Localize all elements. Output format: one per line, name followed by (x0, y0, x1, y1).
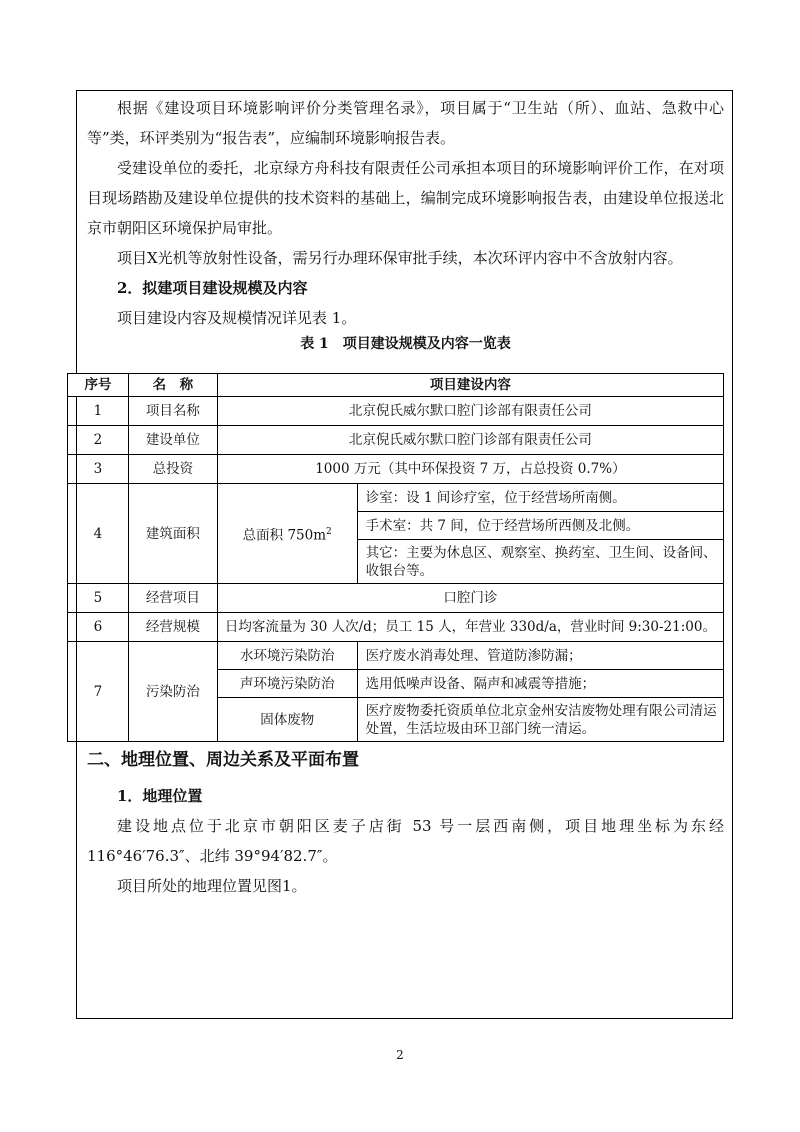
row-num: 5 (68, 584, 129, 613)
area-item: 诊室：设 1 间诊疗室，位于经营场所南侧。 (357, 484, 723, 512)
table-header-row (68, 374, 724, 397)
table-row (68, 426, 724, 455)
table-row (68, 455, 724, 484)
intro-paragraph-2: 受建设单位的委托，北京绿方舟科技有限责任公司承担本项目的环境影响评价工作，在对项目现场踏勘及建设单位提供的技术资料的基础上，编制完成环境影响报告表，由建设单位报送北京市朝阳区环境保护局审批。 (87, 159, 724, 237)
row-name: 建筑面积 (128, 484, 217, 584)
intro-paragraph-3: 项目X光机等放射性设备，需另行办理环保审批手续，本次环评内容中不含放射内容。 (117, 249, 683, 267)
row-content: 口腔门诊 (217, 584, 723, 613)
row-name: 经营规模 (128, 613, 217, 642)
row-content: 日均客流量为 30 人次/d；员工 15 人，年营业 330d/a，营业时间 9:30-21:00。 (217, 613, 723, 642)
intro-paragraph-1: 根据《建设项目环境影响评价分类管理名录》，项目属于“卫生站（所）、血站、急救中心等”类，环评类别为“报告表”，应编制环境影响报告表。 (87, 99, 724, 147)
pollution-type: 水环境污染防治 (217, 642, 357, 670)
row-name: 建设单位 (128, 426, 217, 455)
header-name: 名 称 (128, 374, 217, 397)
report-frame (76, 90, 733, 1019)
figure-reference: 项目所处的地理位置见图1。 (117, 877, 307, 895)
pollution-type: 固体废物 (217, 698, 357, 742)
row-name: 项目名称 (128, 397, 217, 426)
row-num: 4 (68, 484, 129, 584)
row-content: 1000 万元（其中环保投资 7 万，占总投资 0.7%） (217, 455, 723, 484)
table-row (68, 584, 724, 613)
row-name: 经营项目 (128, 584, 217, 613)
pollution-measure: 医疗废物委托资质单位北京金州安洁废物处理有限公司清运处置，生活垃圾由环卫部门统一清运。 (357, 698, 723, 742)
row-num: 3 (68, 455, 129, 484)
row-num: 7 (68, 642, 129, 742)
location-paragraph: 建设地点位于北京市朝阳区麦子店街 53 号一层西南侧，项目地理坐标为东经 116°46′76.3″、北纬 39°94′82.7″。 (87, 817, 724, 865)
area-value: 总面积 750m (242, 527, 327, 544)
page-number: 2 (396, 1048, 404, 1062)
section-intro: 项目建设内容及规模情况详见表 1。 (117, 309, 357, 327)
page-content (87, 93, 724, 355)
table-row (68, 484, 724, 512)
area-item: 其它：主要为休息区、观察室、换药室、卫生间、设备间、收银台等。 (357, 540, 723, 584)
table-row (68, 642, 724, 670)
row-num: 1 (68, 397, 129, 426)
section-heading: 2．拟建项目建设规模及内容 (117, 279, 308, 297)
table-row (68, 613, 724, 642)
header-content: 项目建设内容 (217, 374, 723, 397)
row-num: 6 (68, 613, 129, 642)
project-table (67, 373, 724, 742)
row-name: 总投资 (128, 455, 217, 484)
area-unit-sup: 2 (326, 526, 332, 537)
row-content: 北京倪氏威尔默口腔门诊部有限责任公司 (217, 426, 723, 455)
area-cell (217, 484, 357, 584)
chapter-2 (87, 745, 724, 901)
table-row (68, 397, 724, 426)
header-num: 序号 (68, 374, 129, 397)
pollution-measure: 医疗废水消毒处理、管道防渗防漏； (357, 642, 723, 670)
table-caption: 表 1 项目建设规模及内容一览表 (300, 336, 511, 352)
row-content: 北京倪氏威尔默口腔门诊部有限责任公司 (217, 397, 723, 426)
area-item: 手术室：共 7 间，位于经营场所西侧及北侧。 (357, 512, 723, 540)
subsection-heading: 1．地理位置 (117, 787, 203, 805)
pollution-type: 声环境污染防治 (217, 670, 357, 698)
chapter-heading: 二、地理位置、周边关系及平面布置 (87, 750, 359, 770)
row-num: 2 (68, 426, 129, 455)
pollution-measure: 选用低噪声设备、隔声和减震等措施； (357, 670, 723, 698)
row-name: 污染防治 (128, 642, 217, 742)
